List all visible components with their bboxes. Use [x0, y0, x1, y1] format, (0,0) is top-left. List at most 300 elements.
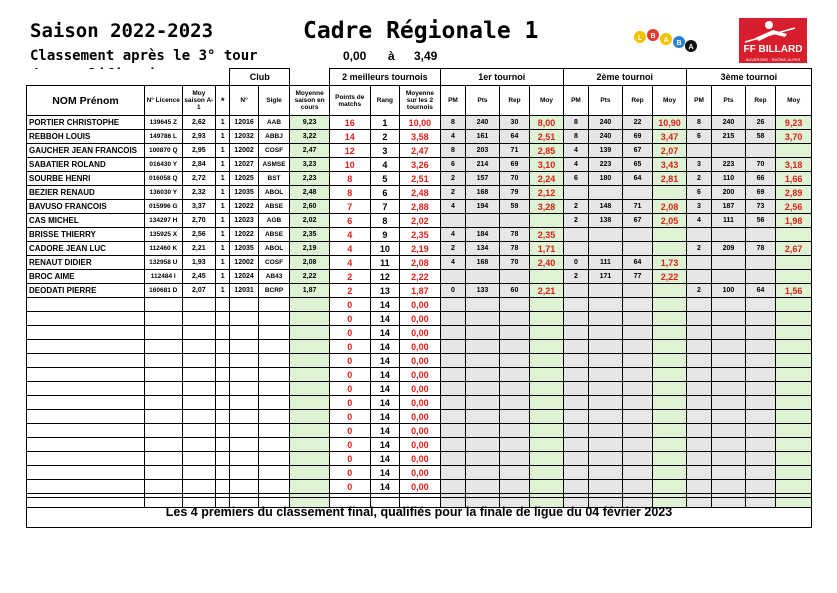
t3-pm — [686, 326, 711, 340]
player-name — [27, 340, 145, 354]
t3-rep — [745, 452, 776, 466]
t1-moy — [530, 340, 564, 354]
t3-pm: 6 — [686, 186, 711, 200]
t2-pm: 8 — [563, 116, 588, 130]
t2-pm: 4 — [563, 158, 588, 172]
t1-pm — [440, 368, 465, 382]
table-row — [27, 326, 812, 340]
moy-best2: 0,00 — [400, 410, 441, 424]
club-sigle — [258, 424, 290, 438]
moy-a1: 2,56 — [182, 228, 216, 242]
t3-rep: 69 — [745, 186, 776, 200]
match-points: 6 — [329, 214, 370, 228]
t1-pm: 0 — [440, 284, 465, 298]
licence-number: 149786 L — [144, 130, 182, 144]
moy-a1: 3,37 — [182, 200, 216, 214]
t1-pm — [440, 452, 465, 466]
moy-a1: 2,93 — [182, 130, 216, 144]
moy-a1 — [182, 466, 216, 480]
t2-rep — [622, 480, 653, 494]
rank: 14 — [370, 312, 399, 326]
star-flag — [216, 340, 230, 354]
moy-best2: 10,00 — [400, 116, 441, 130]
player-name — [27, 396, 145, 410]
moy-cours: 2,02 — [290, 214, 330, 228]
t3-pm — [686, 396, 711, 410]
club-number: 12002 — [230, 144, 258, 158]
moy-a1 — [182, 354, 216, 368]
t3-pts: 209 — [712, 242, 746, 256]
t2-pts — [589, 340, 623, 354]
player-name — [27, 438, 145, 452]
t2-rep: 64 — [622, 172, 653, 186]
player-name — [27, 298, 145, 312]
licence-number — [144, 312, 182, 326]
licence-number — [144, 298, 182, 312]
club-sigle: ABSE — [258, 200, 290, 214]
moy-best2: 0,00 — [400, 438, 441, 452]
t1-pts: 184 — [466, 228, 500, 242]
t1-moy — [530, 382, 564, 396]
club-sigle — [258, 452, 290, 466]
moy-cours — [290, 466, 330, 480]
t2-pts — [589, 438, 623, 452]
match-points: 2 — [329, 284, 370, 298]
moy-cours — [290, 354, 330, 368]
moy-cours — [290, 438, 330, 452]
t3-pts — [712, 228, 746, 242]
club-number — [230, 396, 258, 410]
t1-pm — [440, 340, 465, 354]
rank: 14 — [370, 466, 399, 480]
t3-pm — [686, 410, 711, 424]
moy-best2: 0,00 — [400, 452, 441, 466]
club-number — [230, 466, 258, 480]
t3-moy — [776, 438, 812, 452]
t3-pts — [712, 480, 746, 494]
licence-number: 135925 X — [144, 228, 182, 242]
star-flag — [216, 326, 230, 340]
moy-cours: 2,08 — [290, 256, 330, 270]
col-moy-cours-header: Moyenne saison en cours — [290, 86, 330, 116]
t3-moy: 2,89 — [776, 186, 812, 200]
t2-pts: 139 — [589, 144, 623, 158]
star-flag: 1 — [216, 116, 230, 130]
t2-moy — [653, 242, 687, 256]
t2-rep — [622, 186, 653, 200]
t1-pm — [440, 298, 465, 312]
t3-rep: 78 — [745, 242, 776, 256]
rank: 10 — [370, 242, 399, 256]
licence-number — [144, 354, 182, 368]
t3-moy — [776, 368, 812, 382]
col-name-header: NOM Prénom — [27, 86, 145, 116]
t2-pts: 223 — [589, 158, 623, 172]
rank: 2 — [370, 130, 399, 144]
t1-rep: 69 — [499, 158, 530, 172]
best2-group-header: 2 meilleurs tournois — [329, 69, 440, 86]
club-number — [230, 354, 258, 368]
t3-pm — [686, 340, 711, 354]
t2-moy: 2,22 — [653, 270, 687, 284]
moy-cours: 9,23 — [290, 116, 330, 130]
club-sigle: ABOL — [258, 242, 290, 256]
t3-rep: 70 — [745, 158, 776, 172]
moy-cours — [290, 368, 330, 382]
lbaba-letter: A — [688, 44, 694, 51]
moy-a1 — [182, 424, 216, 438]
t1-moy: 2,24 — [530, 172, 564, 186]
t2-rep — [622, 326, 653, 340]
t1-moy: 2,12 — [530, 186, 564, 200]
t3-rep: 66 — [745, 172, 776, 186]
t1-pm — [440, 214, 465, 228]
licence-number — [144, 452, 182, 466]
t3-moy — [776, 298, 812, 312]
t2-pm — [563, 368, 588, 382]
t1-rep — [499, 270, 530, 284]
qualification-note: Les 4 premiers du classement final, qualifiés pour la finale de ligue du 04 février 2023 — [26, 497, 812, 528]
t2-rep — [622, 424, 653, 438]
t2-rep — [622, 340, 653, 354]
star-flag — [216, 312, 230, 326]
club-sigle: AGB — [258, 214, 290, 228]
t3-rep: 58 — [745, 130, 776, 144]
rank: 14 — [370, 354, 399, 368]
range-max: 3,49 — [414, 49, 438, 63]
t3-pts — [712, 410, 746, 424]
t1-rep: 60 — [499, 284, 530, 298]
col-pm-header: PM — [440, 86, 465, 116]
t1-pts — [466, 270, 500, 284]
t2-pts: 138 — [589, 214, 623, 228]
table-row — [27, 228, 812, 242]
table-row — [27, 466, 812, 480]
t2-pm — [563, 326, 588, 340]
rank: 7 — [370, 200, 399, 214]
rank: 5 — [370, 172, 399, 186]
match-points: 7 — [329, 200, 370, 214]
player-name: CAS MICHEL — [27, 214, 145, 228]
t1-pts — [466, 410, 500, 424]
moy-a1 — [182, 480, 216, 494]
match-points: 0 — [329, 438, 370, 452]
match-points: 8 — [329, 172, 370, 186]
ff-billard-text: FF BILLARD — [743, 44, 803, 55]
col-num-header: N° — [230, 86, 258, 116]
col-moy-header: Moy — [530, 86, 564, 116]
t3-moy — [776, 452, 812, 466]
t1-pts: 168 — [466, 186, 500, 200]
player-name: SOURBE HENRI — [27, 172, 145, 186]
star-flag: 1 — [216, 186, 230, 200]
t3-pts — [712, 438, 746, 452]
club-number: 12022 — [230, 228, 258, 242]
rank: 14 — [370, 340, 399, 354]
t2-pm: 6 — [563, 172, 588, 186]
t3-rep — [745, 298, 776, 312]
club-number — [230, 382, 258, 396]
player-name: CADORE JEAN LUC — [27, 242, 145, 256]
ranking-table — [26, 68, 812, 508]
moy-cours — [290, 424, 330, 438]
t2-pts — [589, 382, 623, 396]
t1-pm — [440, 354, 465, 368]
t3-group-header: 3ème tournoi — [686, 69, 811, 86]
club-sigle: AAB — [258, 116, 290, 130]
match-points: 4 — [329, 242, 370, 256]
t3-pm — [686, 298, 711, 312]
t1-pm: 2 — [440, 186, 465, 200]
t2-rep: 69 — [622, 130, 653, 144]
t1-pm — [440, 480, 465, 494]
star-flag — [216, 438, 230, 452]
t3-pts — [712, 424, 746, 438]
t1-pts: 214 — [466, 158, 500, 172]
t2-pm — [563, 438, 588, 452]
club-number: 12027 — [230, 158, 258, 172]
t2-pts — [589, 466, 623, 480]
t3-rep — [745, 144, 776, 158]
t1-pts: 168 — [466, 256, 500, 270]
moy-cours: 2,47 — [290, 144, 330, 158]
t3-pm — [686, 256, 711, 270]
t3-pts — [712, 396, 746, 410]
t1-pts — [466, 298, 500, 312]
t3-pm: 2 — [686, 242, 711, 256]
moy-best2: 0,00 — [400, 466, 441, 480]
t1-pm — [440, 270, 465, 284]
t3-rep — [745, 256, 776, 270]
t3-pts — [712, 326, 746, 340]
t1-pts: 194 — [466, 200, 500, 214]
player-name: SABATIER ROLAND — [27, 158, 145, 172]
t2-pm — [563, 424, 588, 438]
moy-best2: 2,35 — [400, 228, 441, 242]
t1-pts — [466, 340, 500, 354]
moy-a1 — [182, 298, 216, 312]
moy-a1: 2,21 — [182, 242, 216, 256]
club-sigle: ASMSE — [258, 158, 290, 172]
licence-number: 160681 D — [144, 284, 182, 298]
t3-pts — [712, 270, 746, 284]
t3-moy — [776, 424, 812, 438]
t1-rep: 79 — [499, 186, 530, 200]
club-sigle: BCRP — [258, 284, 290, 298]
t2-group-header: 2ème tournoi — [563, 69, 686, 86]
rank: 13 — [370, 284, 399, 298]
t2-rep: 67 — [622, 214, 653, 228]
licence-number: 134297 H — [144, 214, 182, 228]
t1-moy: 2,21 — [530, 284, 564, 298]
licence-number — [144, 466, 182, 480]
t3-pm — [686, 228, 711, 242]
star-flag — [216, 368, 230, 382]
moy-best2: 0,00 — [400, 340, 441, 354]
t2-pts — [589, 242, 623, 256]
rank: 4 — [370, 158, 399, 172]
club-number — [230, 452, 258, 466]
table-row — [27, 368, 812, 382]
t2-pm — [563, 298, 588, 312]
t2-moy — [653, 410, 687, 424]
t3-rep — [745, 228, 776, 242]
match-points: 0 — [329, 368, 370, 382]
t2-moy — [653, 396, 687, 410]
t3-rep — [745, 368, 776, 382]
lbaba-letter: B — [676, 40, 682, 47]
t3-rep — [745, 270, 776, 284]
col-pm-header: PM — [563, 86, 588, 116]
t2-moy — [653, 424, 687, 438]
star-flag — [216, 396, 230, 410]
t2-rep: 71 — [622, 200, 653, 214]
moy-best2: 0,00 — [400, 298, 441, 312]
col-pts-header: Pts — [589, 86, 623, 116]
col-rep-header: Rep — [745, 86, 776, 116]
t2-pm — [563, 284, 588, 298]
player-name: RENAUT DIDIER — [27, 256, 145, 270]
moy-a1: 2,45 — [182, 270, 216, 284]
t1-rep: 70 — [499, 172, 530, 186]
lbaba-letter: A — [663, 37, 669, 44]
t2-pts — [589, 396, 623, 410]
t3-pts — [712, 466, 746, 480]
table-row — [27, 214, 812, 228]
t3-pm: 8 — [686, 116, 711, 130]
club-sigle: AB43 — [258, 270, 290, 284]
club-number — [230, 312, 258, 326]
t2-pts — [589, 298, 623, 312]
table-row — [27, 480, 812, 494]
match-points: 0 — [329, 312, 370, 326]
t2-pm — [563, 186, 588, 200]
t1-pm: 2 — [440, 172, 465, 186]
moy-best2: 0,00 — [400, 354, 441, 368]
moy-best2: 0,00 — [400, 424, 441, 438]
t2-moy — [653, 312, 687, 326]
rank: 14 — [370, 382, 399, 396]
match-points: 2 — [329, 270, 370, 284]
match-points: 0 — [329, 410, 370, 424]
t1-pm: 4 — [440, 228, 465, 242]
t1-moy — [530, 270, 564, 284]
club-sigle — [258, 438, 290, 452]
col-pts-header: Pts — [466, 86, 500, 116]
col-rang-header: Rang — [370, 86, 399, 116]
t3-pts — [712, 382, 746, 396]
moy-best2: 2,22 — [400, 270, 441, 284]
moy-a1: 2,32 — [182, 186, 216, 200]
lbaba-letter: L — [637, 35, 643, 42]
t2-pm — [563, 410, 588, 424]
club-number: 12031 — [230, 284, 258, 298]
t2-pm: 2 — [563, 200, 588, 214]
club-sigle — [258, 312, 290, 326]
moy-best2: 0,00 — [400, 326, 441, 340]
club-sigle — [258, 326, 290, 340]
t1-pm — [440, 424, 465, 438]
t3-pm — [686, 368, 711, 382]
rank: 9 — [370, 228, 399, 242]
t1-moy: 2,85 — [530, 144, 564, 158]
club-number — [230, 410, 258, 424]
t2-moy — [653, 228, 687, 242]
ranking-rows — [27, 116, 812, 508]
star-flag: 1 — [216, 256, 230, 270]
t1-pts — [466, 214, 500, 228]
t2-pm: 8 — [563, 130, 588, 144]
moy-cours — [290, 298, 330, 312]
match-points: 0 — [329, 396, 370, 410]
t1-rep: 78 — [499, 242, 530, 256]
star-flag: 1 — [216, 284, 230, 298]
col-moy-a1-header: Moy saison A-1 — [182, 86, 216, 116]
club-group-header: Club — [230, 69, 290, 86]
licence-number — [144, 438, 182, 452]
licence-number: 016058 Q — [144, 172, 182, 186]
t2-moy — [653, 466, 687, 480]
moy-best2: 0,00 — [400, 382, 441, 396]
t1-moy — [530, 214, 564, 228]
t1-pts — [466, 326, 500, 340]
t2-rep — [622, 382, 653, 396]
t3-rep — [745, 354, 776, 368]
col-moy-header: Moy — [776, 86, 812, 116]
t2-rep — [622, 438, 653, 452]
club-sigle — [258, 410, 290, 424]
t1-pm — [440, 396, 465, 410]
t3-moy — [776, 312, 812, 326]
t1-rep: 64 — [499, 130, 530, 144]
licence-number — [144, 326, 182, 340]
moy-cours — [290, 340, 330, 354]
t2-rep: 22 — [622, 116, 653, 130]
t1-pm: 4 — [440, 256, 465, 270]
club-number: 12025 — [230, 172, 258, 186]
t3-moy — [776, 382, 812, 396]
star-flag: 1 — [216, 242, 230, 256]
table-row — [27, 424, 812, 438]
t1-rep — [499, 354, 530, 368]
t2-pts: 111 — [589, 256, 623, 270]
t2-rep — [622, 410, 653, 424]
match-points: 0 — [329, 354, 370, 368]
t3-pm: 3 — [686, 158, 711, 172]
t1-pts — [466, 396, 500, 410]
rank: 14 — [370, 298, 399, 312]
t3-moy — [776, 466, 812, 480]
t1-pm: 2 — [440, 242, 465, 256]
rank: 1 — [370, 116, 399, 130]
t1-pm: 8 — [440, 116, 465, 130]
t1-pts — [466, 438, 500, 452]
club-sigle: ABSE — [258, 228, 290, 242]
t1-pts — [466, 382, 500, 396]
col-moy2-header: Moyenne sur les 2 tournois — [400, 86, 441, 116]
range-separator: à — [388, 49, 395, 63]
col-pm-header: PM — [686, 86, 711, 116]
t2-pts — [589, 326, 623, 340]
player-name — [27, 452, 145, 466]
t2-moy — [653, 480, 687, 494]
licence-number: 139645 Z — [144, 116, 182, 130]
player-name — [27, 326, 145, 340]
t1-moy — [530, 354, 564, 368]
t2-pts — [589, 452, 623, 466]
t1-rep: 70 — [499, 256, 530, 270]
t1-pm: 4 — [440, 130, 465, 144]
